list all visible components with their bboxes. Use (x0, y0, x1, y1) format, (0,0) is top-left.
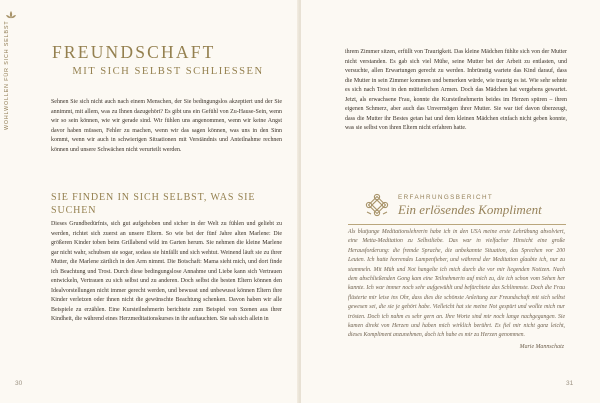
page-number-left: 30 (15, 380, 23, 387)
intro-paragraph: Sehnen Sie sich nicht auch nach einem Menschen, der Sie bedingungslos akzeptiert und der Sie annimmt, mit allem, was zu Ihnen dazugehört? Es gibt uns ein Gefühl von Zu-Hause-Sein, wenn wir so sein können, wie wir gerade sind. Wir fühlen uns angenommen, wenn wir keine Angst davor haben müssen, Fehler zu machen, wenn wir das sagen können, was uns in den Sinn kommt, wenn wir auch in schwierigen Situationen mit Verständnis und Anteilnahme rechnen können und unsere Schwächen nicht verurteilt werden. (51, 99, 282, 153)
report-title: Ein erlösendes Kompliment (398, 202, 542, 217)
side-running-head (4, 10, 18, 130)
experience-report (342, 190, 568, 360)
page-number-right: 31 (566, 380, 574, 387)
section-heading: SIE FINDEN IN SICH SELBST, WAS SIE SUCHEN (51, 192, 256, 216)
continued-paragraph: ihrem Zimmer sitzen, erfüllt von Traurigkeit. Das kleine Mädchen fühlte sich von der Mutter nicht verstanden. Es gab sich viel Mühe, seine Mutter bei der Arbeit zu entlasten, und versuchte, allen Erwartungen gerecht zu werden. Inbrünstig wartete das Kind darauf, dass die Mutter in sein Zimmer kommen und bemerken würde, wie traurig es ist. Wie sehr sehnte es sich nach Trost in den mütterlichen Armen. Doch das Mädchen hat vergebens gewartet. Jetzt, als erwachsene Frau, konnte die Kursteilnehmerin beides im Herzen spüren – ihren eigenen Schmerz, aber auch das Unvermögen ihrer Mutter. Sie war tief davon überzeugt, dass die Mutter ihr Bestes getan hat und dem kleinen Mädchen einfach nicht geben konnte, was sie selbst von ihren Eltern nicht erfahren hatte. (345, 49, 567, 131)
running-head-text: WOHLWOLLEN FÜR SICH SELBST (4, 20, 10, 130)
chapter-title: FREUNDSCHAFT (52, 42, 216, 62)
section-paragraph: Dieses Grundbedürfnis, sich gut aufgehoben und sicher in der Welt zu fühlen und geliebt zu werden, richtet sich zuerst an unsere Eltern. So wie bei der fünf Jahre alten Marlene: Die größeren Kinder toben beim Grillabend wild im Garten herum. Sie nehmen die kleine Marlene gar nicht wahr, schubsen sie sogar, sodass sie hinfällt und sich wehtut. Weinend läuft sie zu ihrer Mutter, die Marlene zärtlich in den Arm nimmt. Die Botschaft: Mama sieht mich, und dort finde ich Beachtung und Trost. Durch diese bedingungslose Annahme und Liebe kann sich Vertrauen entwickeln, Vertrauen zu sich selbst und zu anderen. Doch selbst die besten Eltern können den Idealvorstellungen nicht immer gerecht werden, und bewusst und unbewusst können Eltern ihre Kinder verletzen oder ihnen nicht die gewünschte Beachtung schenken. Davon haben wir alle Beispiele zu erzählen. Eine Kursteilnehmerin berichtete zum Beispiel von Szenen aus ihrer Kindheit, die während eines Herzmeditationskurses in ihr auftauchten. Sie sah sich allein in (51, 221, 282, 322)
chapter-subtitle: MIT SICH SELBST SCHLIESSEN (72, 66, 264, 77)
report-text: Als blutjunge Meditationslehrerin habe ich in den USA meine erste Lehrübung absolviert, eine Metta-Meditation zu Selbstliebe. Das war in vielfacher Hinsicht eine große Herausforderung: die fremde Sprache, die unbekannte Situation, das Sprechen vor 200 Leuten. Ich hatte horrendes Lampenfieber, und während der Meditation glaubte ich, nur zu stammeln. Mit Müh und Not hangelte ich mich durch die vor mir liegenden Notizen. Nach dem abschließenden Gong kam eine Teilnehmerin auf mich zu, die ich schon vom Sehen her kannte. Ich war immer noch sehr aufgewühlt und befürchtete das Schlimmste. Doch die Frau flüsterte mir leise ins Ohr, dass dies die schönste Anleitung zur Freundschaft mit sich selbst gewesen sei, die sie je gehört habe. Vielleicht hat sie meine Not gespürt und wollte mich nur trösten. Doch ich nahm es sehr gern an. Ihre Worte sind mir noch lange nachgegangen. Sie kamen direkt von Herzen und haben mich wirklich berührt. Es fiel mir nicht ganz leicht, dieses Kompliment anzunehmen, doch ich habe es mir zu Herzen genommen. (348, 229, 565, 339)
report-label: ERFAHRUNGSBERICHT (398, 194, 494, 201)
report-author: Marie Mannschatz (519, 344, 564, 350)
lotus-icon (5, 10, 17, 20)
report-divider (348, 224, 566, 225)
endless-knot-icon (364, 192, 390, 218)
left-page (0, 0, 299, 403)
